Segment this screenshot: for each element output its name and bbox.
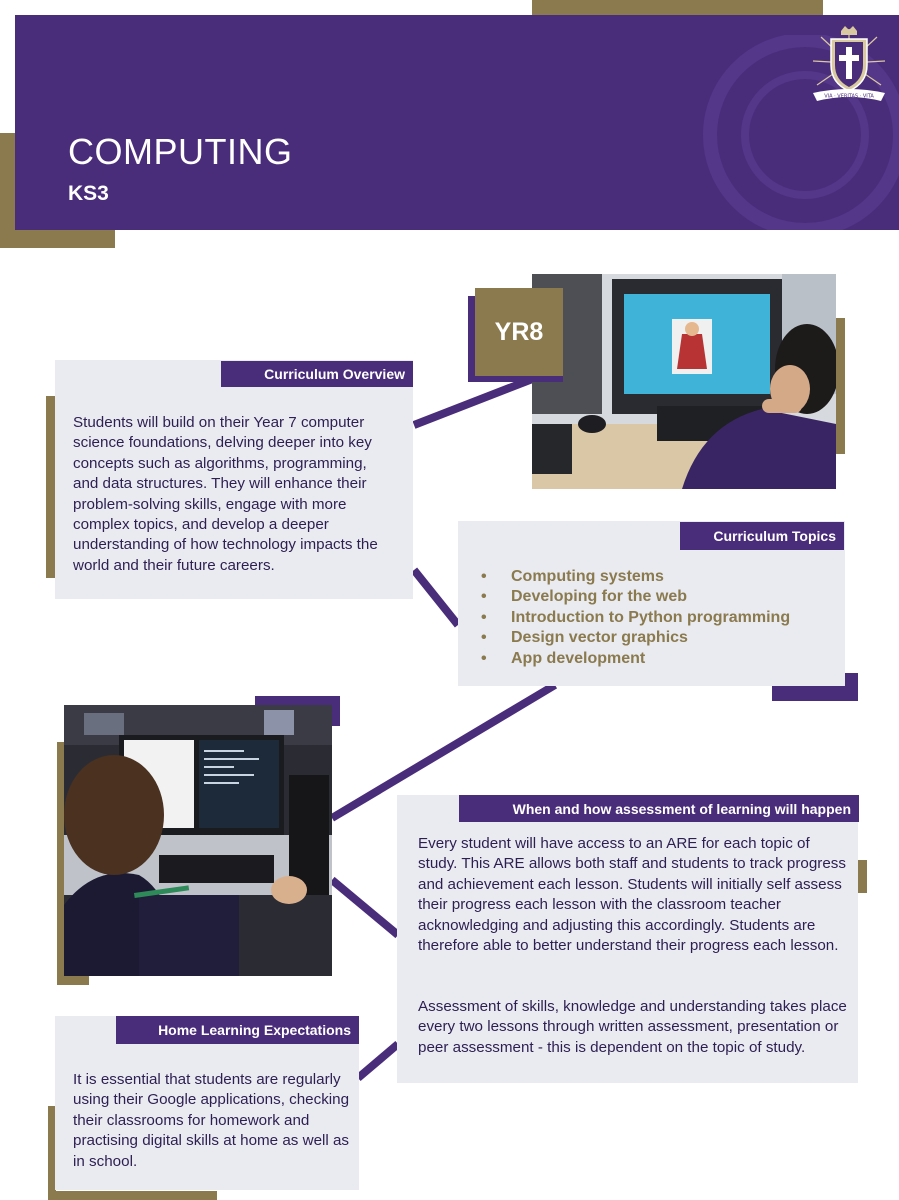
connector-overview-topics — [414, 570, 458, 625]
home-gold-accent-bottom — [48, 1191, 217, 1200]
curriculum-overview-label: Curriculum Overview — [221, 361, 413, 387]
student-coding-photo — [64, 705, 332, 976]
photo1-gold-accent — [835, 318, 845, 454]
curriculum-topics-label: Curriculum Topics — [680, 522, 844, 550]
curriculum-overview-text: Students will build on their Year 7 computer science foundations, delving deeper into key concepts such as algorithms, programming, and data structures. They will enhance their problem-solving skills, engage with more complex topics, and develop a deeper understanding of how technology impacts the world and their future careers. — [73, 414, 378, 574]
connector-home-assessment — [358, 1044, 398, 1078]
topic-item: • Design vector graphics — [481, 628, 841, 648]
page-subtitle: KS3 — [68, 182, 109, 205]
crest-motto: VIA · VERITAS · VITA — [824, 93, 874, 100]
topic-item: • Computing systems — [481, 567, 841, 587]
connector-photo2-assessment — [332, 880, 398, 935]
topic-item: • Introduction to Python programming — [481, 608, 841, 628]
page-title: COMPUTING — [68, 131, 293, 172]
student-photo-yr8 — [532, 274, 836, 489]
assessment-gold-accent — [858, 860, 867, 893]
assessment-label: When and how assessment of learning will happen — [459, 795, 859, 822]
yr8-badge-text: YR8 — [494, 317, 544, 346]
topic-item: • Developing for the web — [481, 587, 841, 607]
overview-gold-accent — [46, 396, 55, 578]
connector-overview-photo — [414, 378, 535, 425]
yr8-badge — [475, 288, 563, 376]
curriculum-topics-list — [481, 567, 841, 669]
assessment-paragraph-2: Assessment of skills, knowledge and understanding takes place every two lessons through written assessment, presentation or peer assessment - this is dependent on the topic of study. — [418, 998, 847, 1056]
assessment-paragraph-1: Every student will have access to an ARE for each topic of study. This ARE allows both staff and students to track progress and achievement each lesson. Students will initially self assess their progress each lesson with the classroom teacher acknowledging and adjusting this accordingly. Students are therefore able to better understand their progress each lesson. — [418, 835, 846, 955]
home-learning-label: Home Learning Expectations — [116, 1016, 359, 1044]
home-learning-text: It is essential that students are regularly using their Google applications, checking their classrooms for homework and practising digital skills at home as well as in school. — [73, 1071, 350, 1170]
topic-item: • App development — [481, 649, 841, 669]
